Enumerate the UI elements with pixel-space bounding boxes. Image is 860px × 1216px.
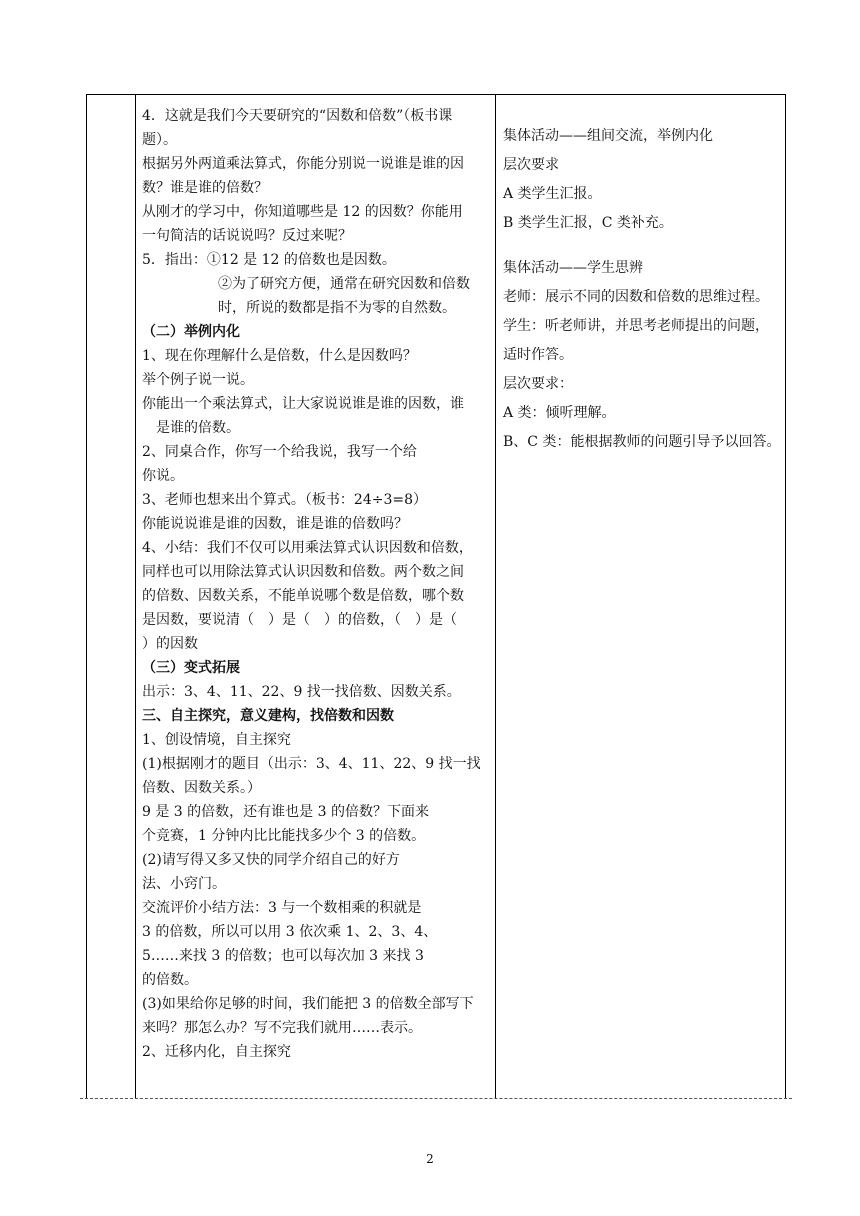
process-line: 三、自主探究，意义建构，找倍数和因数: [142, 708, 394, 724]
page-break-line: [80, 1098, 792, 1099]
activity-line: 老师：展示不同的因数和倍数的思维过程。: [503, 289, 769, 305]
process-line: 同样也可以用除法算式认识因数和倍数。两个数之间: [142, 564, 464, 580]
process-line: ②为了研究方便，通常在研究因数和倍数: [218, 276, 470, 292]
process-line: 5．指出：①12 是 12 的倍数也是因数。: [142, 252, 396, 268]
activity-line: 层次要求: [503, 157, 559, 173]
activity-notes-column: [503, 122, 785, 457]
process-line: 的倍数。: [142, 972, 198, 988]
process-line: (1)根据刚才的题目（出示：3、4、11、22、9 找一找: [142, 756, 481, 772]
process-line: ）的因数: [142, 636, 198, 652]
process-line: （二）举例内化: [142, 324, 240, 340]
teaching-process-column: [142, 104, 490, 1064]
process-line: 1、创设情境，自主探究: [142, 732, 291, 748]
activity-line: 层次要求：: [503, 376, 573, 392]
process-line: 2、同桌合作，你写一个给我说，我写一个给: [142, 444, 417, 460]
process-line: 1、现在你理解什么是倍数，什么是因数吗？: [142, 348, 417, 364]
process-line: 出示：3、4、11、22、9 找一找倍数、因数关系。: [142, 684, 461, 700]
process-line: 题）。: [142, 132, 177, 148]
process-line: 交流评价小结方法：3 与一个数相乘的积就是: [142, 900, 422, 916]
process-line: 根据另外两道乘法算式，你能分别说一说谁是谁的因: [142, 156, 464, 172]
process-line: （三）变式拓展: [142, 660, 240, 676]
activity-line: 学生：听老师讲，并思考老师提出的问题，: [503, 318, 769, 334]
process-line: 你能说说谁是谁的因数，谁是谁的倍数吗？: [142, 516, 408, 532]
column-divider-1: [135, 94, 136, 1098]
process-line: 时，所说的数都是指不为零的自然数。: [218, 300, 456, 316]
process-line: 4．这就是我们今天要研究的“因数和倍数”（板书课: [142, 108, 453, 124]
page-number: 2: [426, 1152, 434, 1166]
process-line: 9 是 3 的倍数，还有谁也是 3 的倍数？下面来: [142, 804, 429, 820]
process-line: 法、小窍门。: [142, 876, 226, 892]
activity-line: B 类学生汇报，C 类补充。: [503, 215, 673, 231]
process-line: 个竞赛，1 分钟内比比能找多少个 3 的倍数。: [142, 828, 426, 844]
process-line: 3、老师也想来出个算式。（板书：24÷3=8）: [142, 492, 427, 508]
process-line: 一句简洁的话说说吗？反过来呢？: [142, 228, 352, 244]
process-line: 是因数，要说清（ ）是（ ）的倍数，（ ）是（: [142, 612, 457, 628]
activity-line: 集体活动——学生思辨: [503, 260, 643, 276]
process-line: 从刚才的学习中，你知道哪些是 12 的因数？你能用: [142, 204, 463, 220]
process-line: 是谁的倍数。: [156, 420, 240, 436]
process-line: (2)请写得又多又快的同学介绍自己的好方: [142, 852, 400, 868]
process-line: 5……来找 3 的倍数；也可以每次加 3 来找 3: [142, 948, 424, 964]
activity-line: 集体活动——组间交流，举例内化: [503, 128, 713, 144]
table-right-border: [785, 94, 786, 1098]
process-line: 举个例子说一说。: [142, 372, 254, 388]
activity-line: 适时作答。: [503, 347, 573, 363]
process-line: 倍数、因数关系。）: [142, 780, 261, 796]
process-line: 4、小结：我们不仅可以用乘法算式认识因数和倍数，: [142, 540, 473, 556]
process-line: 2、迁移内化，自主探究: [142, 1044, 291, 1060]
process-line: 你能出一个乘法算式，让大家说说谁是谁的因数，谁: [142, 396, 464, 412]
activity-line: A 类：倾听理解。: [503, 405, 616, 421]
process-line: 3 的倍数，所以可以用 3 依次乘 1、2、3、4、: [142, 924, 438, 940]
column-divider-2: [495, 94, 496, 1098]
process-line: 你说。: [142, 468, 184, 484]
process-line: (3)如果给你足够的时间，我们能把 3 的倍数全部写下: [142, 996, 474, 1012]
process-line: 数？谁是谁的倍数？: [142, 180, 268, 196]
activity-line: B、C 类：能根据教师的问题引导予以回答。: [503, 434, 781, 450]
table-top-border: [86, 94, 786, 95]
process-line: 来吗？那怎么办？写不完我们就用……表示。: [142, 1020, 422, 1036]
activity-line: A 类学生汇报。: [503, 186, 602, 202]
process-line: 的倍数、因数关系，不能单说哪个数是倍数，哪个数: [142, 588, 464, 604]
table-left-border: [86, 94, 87, 1098]
